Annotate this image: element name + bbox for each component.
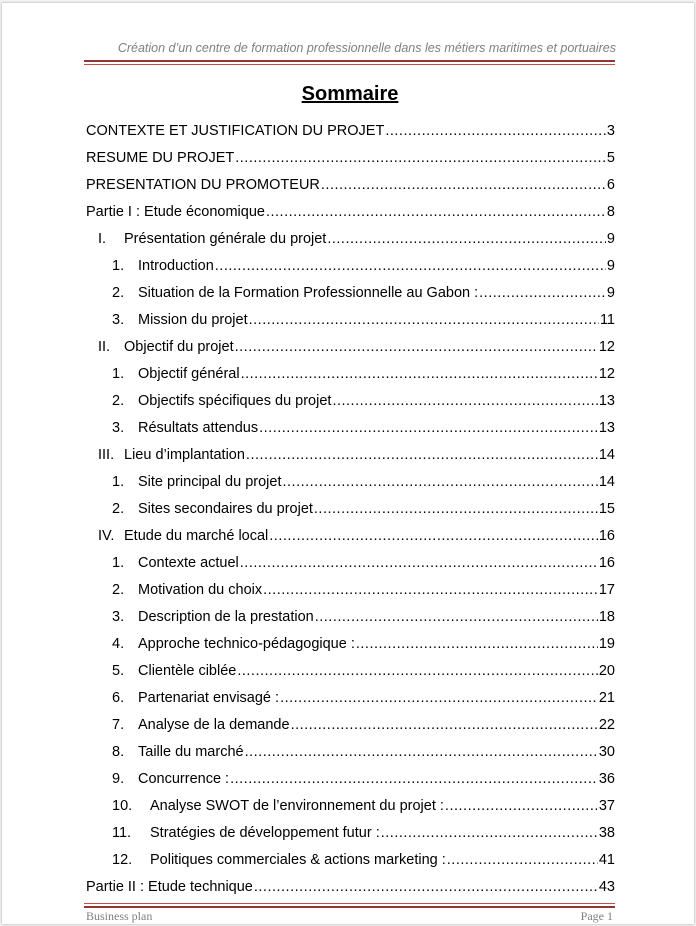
toc-entry-page: 14 bbox=[598, 447, 615, 463]
toc-entry-page: 11 bbox=[599, 312, 615, 328]
toc-dot-leader bbox=[245, 739, 598, 766]
toc-entry-label: Objectifs spécifiques du projet bbox=[138, 393, 332, 409]
toc-entry-label: PRESENTATION DU PROMOTEUR bbox=[86, 177, 320, 193]
toc-entry-number: 3. bbox=[112, 609, 125, 625]
toc-dot-leader bbox=[447, 847, 598, 874]
footer-rule-thin bbox=[84, 903, 615, 904]
toc-entry-number: 2. bbox=[112, 285, 125, 301]
toc-entry-number: 2. bbox=[112, 582, 125, 598]
toc-entry-label: Contexte actuel bbox=[138, 555, 239, 571]
document-page bbox=[2, 3, 694, 924]
toc-entry-number: 11. bbox=[112, 825, 132, 841]
footer-page-number: Page 1 bbox=[580, 909, 613, 923]
toc-entry[interactable] bbox=[86, 739, 615, 766]
toc-dot-leader bbox=[249, 307, 599, 334]
toc-entry-label: Motivation du choix bbox=[138, 582, 263, 598]
toc-entry-label: Situation de la Formation Professionnelle au Gabon : bbox=[138, 285, 479, 301]
toc-entry-page: 9 bbox=[606, 231, 615, 247]
toc-entry-page: 9 bbox=[606, 285, 615, 301]
toc-entry[interactable] bbox=[86, 658, 615, 685]
toc-entry-number: 1. bbox=[112, 474, 125, 490]
toc-entry-label: Partenariat envisagé : bbox=[138, 690, 280, 706]
toc-entry-page: 5 bbox=[606, 150, 615, 166]
toc-dot-leader bbox=[235, 145, 606, 172]
toc-entry[interactable] bbox=[86, 847, 615, 874]
toc-dot-leader bbox=[332, 388, 597, 415]
toc-entry-number: III. bbox=[98, 447, 115, 463]
toc-entry-label: Taille du marché bbox=[138, 744, 244, 760]
toc-entry-number: 3. bbox=[112, 420, 125, 436]
toc-dot-leader bbox=[269, 523, 598, 550]
toc-dot-leader bbox=[280, 685, 598, 712]
toc-entry-page: 30 bbox=[598, 744, 615, 760]
toc-entry-number: II. bbox=[98, 339, 111, 355]
toc-dot-leader bbox=[445, 793, 598, 820]
toc-entry-page: 3 bbox=[606, 123, 615, 139]
toc-entry-number: 6. bbox=[112, 690, 125, 706]
toc-entry-label: Présentation générale du projet bbox=[124, 231, 327, 247]
toc-entry-number: 2. bbox=[112, 501, 125, 517]
toc-entry-page: 16 bbox=[598, 555, 615, 571]
toc-entry[interactable] bbox=[86, 766, 615, 793]
toc-entry-page: 8 bbox=[606, 204, 615, 220]
toc-dot-leader bbox=[321, 172, 606, 199]
toc-entry-label: RESUME DU PROJET bbox=[86, 150, 235, 166]
toc-entry-label: Introduction bbox=[138, 258, 214, 274]
toc-entry[interactable] bbox=[86, 307, 615, 334]
toc-entry-number: 8. bbox=[112, 744, 125, 760]
toc-entry-label: Analyse de la demande bbox=[138, 717, 290, 733]
page-header: Création d’un centre de formation professionnelle dans les métiers maritimes et portuaires bbox=[117, 41, 616, 55]
toc-entry-page: 43 bbox=[598, 879, 615, 895]
toc-entry-label: Mission du projet bbox=[138, 312, 248, 328]
header-rule bbox=[84, 60, 615, 63]
toc-dot-leader bbox=[282, 469, 597, 496]
toc-entry-page: 41 bbox=[598, 852, 615, 868]
toc-entry-page: 6 bbox=[606, 177, 615, 193]
toc-entry-page: 14 bbox=[598, 474, 615, 490]
footer-rule bbox=[84, 906, 615, 908]
toc-entry-label: Etude du marché local bbox=[124, 528, 269, 544]
toc-entry-page: 13 bbox=[598, 420, 615, 436]
toc-entry[interactable] bbox=[86, 577, 615, 604]
toc-entry-page: 38 bbox=[598, 825, 615, 841]
toc-entry-number: 1. bbox=[112, 258, 125, 274]
toc-title: Sommaire bbox=[301, 83, 399, 105]
toc-entry-label: Stratégies de développement futur : bbox=[150, 825, 380, 841]
toc-entry-number: 3. bbox=[112, 312, 125, 328]
toc-entry[interactable] bbox=[86, 118, 615, 145]
toc-entry-page: 12 bbox=[598, 339, 615, 355]
toc-dot-leader bbox=[241, 361, 598, 388]
toc-entry-number: 2. bbox=[112, 393, 125, 409]
toc-entry[interactable] bbox=[86, 334, 615, 361]
toc-entry[interactable] bbox=[86, 820, 615, 847]
toc-entry-page: 12 bbox=[598, 366, 615, 382]
toc-entry-label: Partie II : Etude technique bbox=[86, 879, 253, 895]
toc-entry-label: Description de la prestation bbox=[138, 609, 314, 625]
toc-entry-page: 21 bbox=[598, 690, 615, 706]
toc-entry-number: 7. bbox=[112, 717, 125, 733]
toc-entry-label: Sites secondaires du projet bbox=[138, 501, 313, 517]
toc-entry-page: 13 bbox=[598, 393, 615, 409]
toc-entry[interactable] bbox=[86, 469, 615, 496]
toc-entry[interactable] bbox=[86, 361, 615, 388]
toc-entry[interactable] bbox=[86, 253, 615, 280]
toc-entry-page: 15 bbox=[598, 501, 615, 517]
toc-entry[interactable] bbox=[86, 604, 615, 631]
toc-dot-leader bbox=[314, 496, 598, 523]
toc-dot-leader bbox=[259, 415, 598, 442]
toc-entry-label: CONTEXTE ET JUSTIFICATION DU PROJET bbox=[86, 123, 385, 139]
toc-entry-page: 36 bbox=[598, 771, 615, 787]
toc-entry-number: 4. bbox=[112, 636, 125, 652]
toc-dot-leader bbox=[263, 577, 598, 604]
toc-entry-label: Objectif du projet bbox=[124, 339, 234, 355]
toc-entry[interactable] bbox=[86, 793, 615, 820]
toc-entry-label: Lieu d’implantation bbox=[124, 447, 245, 463]
table-of-contents bbox=[86, 118, 615, 901]
toc-dot-leader bbox=[381, 820, 598, 847]
toc-dot-leader bbox=[356, 631, 598, 658]
toc-entry[interactable] bbox=[86, 415, 615, 442]
toc-entry-page: 37 bbox=[598, 798, 615, 814]
toc-entry-page: 19 bbox=[598, 636, 615, 652]
toc-entry[interactable] bbox=[86, 442, 615, 469]
toc-entry-page: 18 bbox=[598, 609, 615, 625]
toc-entry-page: 9 bbox=[606, 258, 615, 274]
toc-entry-label: Politiques commerciales & actions marketing : bbox=[150, 852, 446, 868]
toc-dot-leader bbox=[237, 658, 598, 685]
toc-dot-leader bbox=[327, 226, 606, 253]
toc-entry-label: Objectif général bbox=[138, 366, 240, 382]
toc-dot-leader bbox=[235, 334, 598, 361]
toc-entry-number: 12. bbox=[112, 852, 133, 868]
toc-entry[interactable] bbox=[86, 712, 615, 739]
toc-entry[interactable] bbox=[86, 550, 615, 577]
toc-entry[interactable] bbox=[86, 523, 615, 550]
toc-dot-leader bbox=[266, 199, 606, 226]
toc-dot-leader bbox=[291, 712, 598, 739]
toc-entry-number: 1. bbox=[112, 366, 125, 382]
toc-entry[interactable] bbox=[86, 172, 615, 199]
toc-entry[interactable] bbox=[86, 496, 615, 523]
toc-entry[interactable] bbox=[86, 226, 615, 253]
toc-dot-leader bbox=[385, 118, 606, 145]
toc-entry-label: Partie I : Etude économique bbox=[86, 204, 265, 220]
toc-entry-label: Site principal du projet bbox=[138, 474, 282, 490]
toc-dot-leader bbox=[240, 550, 598, 577]
toc-entry[interactable] bbox=[86, 388, 615, 415]
toc-entry-page: 22 bbox=[598, 717, 615, 733]
toc-entry[interactable] bbox=[86, 145, 615, 172]
toc-entry-number: 9. bbox=[112, 771, 125, 787]
toc-dot-leader bbox=[479, 280, 606, 307]
toc-entry-page: 20 bbox=[598, 663, 615, 679]
toc-dot-leader bbox=[254, 874, 598, 901]
toc-entry-label: Clientèle ciblée bbox=[138, 663, 237, 679]
toc-entry-page: 16 bbox=[598, 528, 615, 544]
toc-entry-number: I. bbox=[98, 231, 107, 247]
toc-entry-number: 10. bbox=[112, 798, 133, 814]
toc-entry[interactable] bbox=[86, 280, 615, 307]
toc-entry-label: Concurrence : bbox=[138, 771, 230, 787]
toc-entry[interactable] bbox=[86, 874, 615, 901]
toc-entry-page: 17 bbox=[598, 582, 615, 598]
toc-entry[interactable] bbox=[86, 685, 615, 712]
toc-entry-label: Analyse SWOT de l’environnement du projet : bbox=[150, 798, 444, 814]
toc-entry[interactable] bbox=[86, 631, 615, 658]
toc-entry-label: Approche technico-pédagogique : bbox=[138, 636, 355, 652]
footer-doc-name: Business plan bbox=[86, 909, 153, 923]
toc-dot-leader bbox=[315, 604, 598, 631]
toc-dot-leader bbox=[246, 442, 598, 469]
toc-dot-leader bbox=[230, 766, 598, 793]
toc-entry-number: IV. bbox=[98, 528, 115, 544]
toc-entry-number: 1. bbox=[112, 555, 125, 571]
toc-entry[interactable] bbox=[86, 199, 615, 226]
toc-entry-label: Résultats attendus bbox=[138, 420, 259, 436]
header-rule-thin bbox=[84, 64, 615, 65]
toc-entry-number: 5. bbox=[112, 663, 125, 679]
toc-dot-leader bbox=[215, 253, 606, 280]
